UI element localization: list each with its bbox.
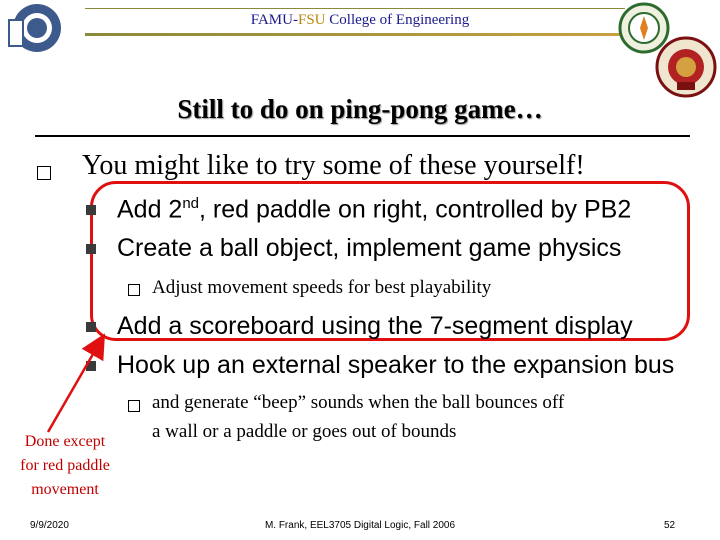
bullet-item-1: Add 2nd, red paddle on right, controlled by PB2: [117, 195, 632, 224]
bullet-item-2-sub: Adjust movement speeds for best playability: [152, 277, 492, 298]
bullet-item-2: Create a ball object, implement game physics: [117, 234, 622, 262]
annotation-note: Done except for red paddle movement: [20, 433, 110, 498]
header-institution: FAMU-FSU College of Engineering: [250, 12, 470, 28]
bullet-item-3: Add a scoreboard using the 7-segment display: [117, 312, 633, 340]
slide-title: Still to do on ping-pong game…: [177, 94, 543, 124]
main-bullet-text: You might like to try some of these yourself!: [82, 150, 585, 181]
bullet-item-4-sub-line2: a wall or a paddle or goes out of bounds: [152, 421, 457, 442]
bullet-item-4: Hook up an external speaker to the expansion bus: [117, 351, 675, 379]
footer-date: 9/9/2020: [30, 520, 69, 531]
bullet-item-4-sub-line1: and generate “beep” sounds when the ball bounces off: [152, 392, 565, 413]
footer-page-number: 52: [664, 520, 676, 531]
footer-author: M. Frank, EEL3705 Digital Logic, Fall 2006: [264, 520, 456, 531]
